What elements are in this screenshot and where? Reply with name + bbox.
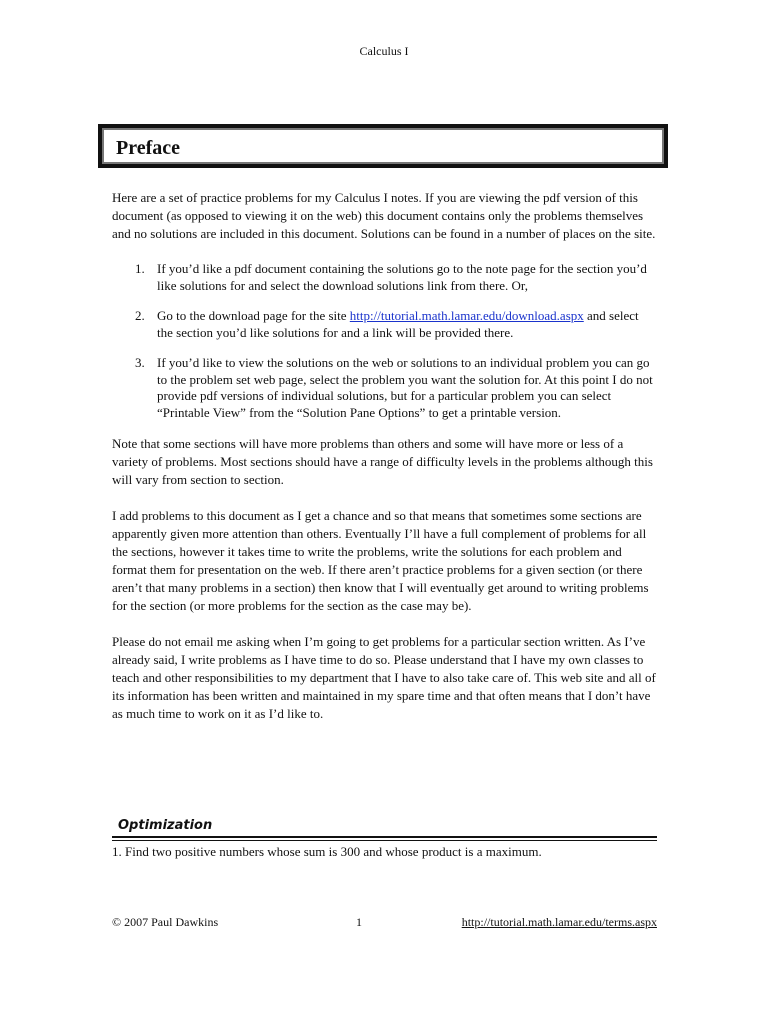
problem-text: 1. Find two positive numbers whose sum is 300 and whose product is a maximum.: [112, 844, 542, 859]
list-text-before: Go to the download page for the site: [157, 308, 350, 323]
list-item: [112, 355, 657, 421]
preface-content: [112, 189, 657, 741]
list-number: 1.: [135, 261, 145, 276]
solutions-list: [112, 261, 657, 421]
list-text: If you’d like to view the solutions on the web or solutions to an individual problem you can go to the problem set web page, select the problem you want the solution for. At this point I do not provide pdf versions of individual solutions, but for a particular problem you can select “Printable View” from the “Solution Pane Options” to get a printable version.: [157, 355, 653, 420]
list-item: [112, 308, 657, 341]
footer-terms-link[interactable]: http://tutorial.math.lamar.edu/terms.aspx: [461, 915, 657, 929]
list-item: [112, 261, 657, 294]
list-number: 2.: [135, 308, 145, 323]
section-rule-thick: [112, 836, 657, 838]
page-title: Preface: [102, 128, 664, 164]
paragraph-adding: I add problems to this document as I get a chance and so that means that sometimes some sections are apparently given more attention than others. Eventually I’ll have a full complement of problems for all the sections, however it takes time to write the problems, write the solutions for each problem and format them for presentation on the web. If there aren’t practice problems for a given section (or there aren’t that many problems in a section) then know that I will eventually get around to writing problems for the section (or more problems for the section as the case may be).: [112, 508, 649, 613]
section-title: Optimization: [118, 818, 213, 833]
list-text: If you’d like a pdf document containing the solutions go to the note page for the section you’d like solutions for and select the download solutions link from there. Or,: [157, 261, 647, 293]
paragraph-email: Please do not email me asking when I’m going to get problems for a particular section written. As I’ve already said, I write problems as I have time to do so. Please understand that I have my own classes to teach and other responsibilities to my department that I have to also take care of. This web site and all of its information has been written and maintained in my spare time and that often means that I don’t have as much time to work on it as I’d like to.: [112, 634, 656, 721]
list-number: 3.: [135, 355, 145, 370]
list-text-after: and select the section you’d like solutions for and a link will be provided there.: [157, 308, 639, 340]
download-link[interactable]: http://tutorial.math.lamar.edu/download.aspx: [349, 308, 584, 323]
intro-paragraph: Here are a set of practice problems for my Calculus I notes. If you are viewing the pdf version of this document (as opposed to viewing it on the web) this document contains only the problems themselves and no solutions are included in this document. Solutions can be found in a number of places on the site.: [112, 190, 656, 241]
preface-title-box: [98, 124, 668, 168]
paragraph-sections: Note that some sections will have more problems than others and some will have more or less of a variety of problems. Most sections should have a range of difficulty levels in the problems although this will vary from section to section.: [112, 436, 653, 487]
footer-copyright: © 2007 Paul Dawkins: [112, 915, 219, 929]
section-rule-thin: [112, 840, 657, 841]
page-header: Calculus I: [359, 44, 409, 58]
footer-page-number: 1: [356, 915, 362, 929]
